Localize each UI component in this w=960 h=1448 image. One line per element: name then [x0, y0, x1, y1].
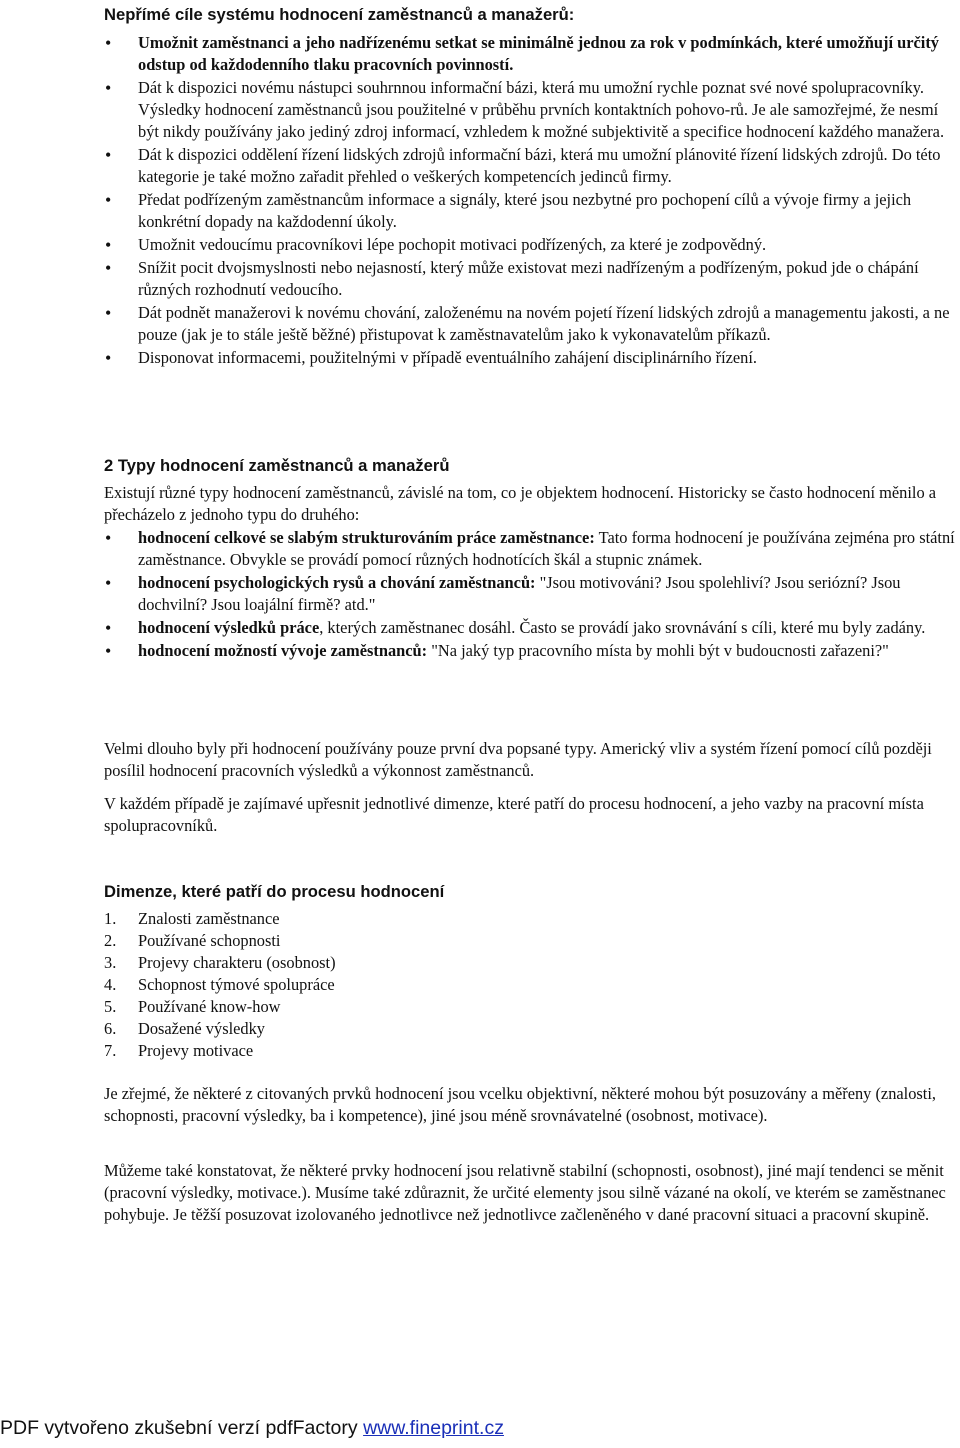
section2-paragraph-2: V každém případě je zajímavé upřesnit jednotlivé dimenze, které patří do procesu hodnocení, a jeho vazby na pracovní místa spolupracovníků. — [104, 794, 924, 835]
section1-heading: Nepřímé cíle systému hodnocení zaměstnanců a manažerů: — [104, 5, 575, 24]
list-item: • hodnocení možností vývoje zaměstnanců: "Na jaký typ pracovního místa by mohli být v budoucnosti zařazeni?" — [104, 640, 960, 662]
list-item: • Disponovat informacemi, použitelnými v případě eventuálního zahájení disciplinárního řízení. — [104, 347, 960, 369]
footer-text: PDF vytvořeno zkušební verzí pdfFactory — [0, 1417, 364, 1439]
list-item: 3. Projevy charakteru (osobnost) — [104, 953, 336, 972]
pdf-footer — [0, 1416, 960, 1440]
list-item: • Dát k dispozici oddělení řízení lidských zdrojů informační bázi, která mu umožní plánovité řízení lidských zdrojů. Do této kategorie je také možno zařadit přehled o veškerých kompetencích jedinců firmy. — [104, 144, 960, 188]
list-item: • Snížit pocit dvojsmyslnosti nebo nejasností, který může existovat mezi nadřízeným a podřízeným, pokud jde o chápání různých rozhodnutí vedoucího. — [104, 257, 960, 301]
list-item: 2. Používané schopnosti — [104, 931, 281, 950]
list-item: • hodnocení celkové se slabým strukturováním práce zaměstnance: Tato forma hodnocení je používána zejména pro státní zaměstnance. Obvykle se provádí pomocí různých hodnotících škál a stupnic známek. — [104, 527, 960, 571]
section2-heading: 2 Typy hodnocení zaměstnanců a manažerů — [104, 456, 450, 475]
list-item: 4. Schopnost týmové spolupráce — [104, 975, 335, 994]
list-item: • Dát k dispozici novému nástupci souhrnnou informační bázi, která mu umožní rychle poznat své nové spolupracovníky. Výsledky hodnocení zaměstnanců jsou použitelné v průběhu prvních kontaktních pohovo-rů. Je ale samozřejmé, že nesmí být nikdy používány jako jediný zdroj informací, vzhledem k možné subjektivitě a specifice hodnocení každého manažera. — [104, 77, 960, 143]
footer-link[interactable]: www.fineprint.cz — [363, 1417, 504, 1439]
list-item: • Předat podřízeným zaměstnancům informace a signály, které jsou nezbytné pro pochopení cílů a vývoje firmy a jejich konkrétní dopady na každodenní úkoly. — [104, 189, 960, 233]
list-item: 6. Dosažené výsledky — [104, 1019, 265, 1038]
list-item: • hodnocení výsledků práce, kterých zaměstnanec dosáhl. Často se provádí jako srovnávání s cíli, které mu byly zadány. — [104, 617, 960, 639]
list-item: 7. Projevy motivace — [104, 1041, 254, 1060]
list-item: • Dát podnět manažerovi k novému chování, založenému na novém pojetí řízení lidských zdrojů a managementu jakosti, a ne pouze (jak je to stále ještě běžné) přistupovat k zaměstnavatelům jako k vykonavatelům příkazů. — [104, 302, 960, 346]
section3-paragraph-2: Můžeme také konstatovat, že některé prvky hodnocení jsou relativně stabilní (schopnosti, osobnost), jiné mají tendenci se měnit (pracovní výsledky, motivace.). Musíme také zdůraznit, že určité elementy jsou silně vázané na okolí, ve kterém se zaměstnanec pohybuje. Je těžší posuzovat izolovaného jednotlivce než jednotlivce začleněného v dané pracovní situaci a pracovní skupině. — [104, 1161, 946, 1224]
list-item: 5. Používané know-how — [104, 997, 281, 1016]
section2-paragraph-1: Velmi dlouho byly při hodnocení používány pouze první dva popsané typy. Americký vliv a systém řízení pomocí cílů později posílil hodnocení pracovních výsledků a výkonnost zaměstnanců. — [104, 739, 932, 780]
types-list — [104, 527, 960, 662]
list-item: • Umožnit zaměstnanci a jeho nadřízenému setkat se minimálně jednou za rok v podmínkách, které umožňují určitý odstup od každodenního tlaku pracovních povinností. — [104, 32, 960, 76]
section2-intro: Existují různé typy hodnocení zaměstnanců, závislé na tom, co je objektem hodnocení. Historicky se často hodnocení měnilo a přecházelo z jednoho typu do druhého: — [104, 483, 937, 524]
dimensions-list — [104, 908, 960, 1062]
section3-heading: Dimenze, které patří do procesu hodnocení — [104, 882, 445, 901]
list-item: • hodnocení psychologických rysů a chování zaměstnanců: "Jsou motivováni? Jsou spolehliví? Jsou seriózní? Jsou dochvilní? Jsou loajální firmě? atd." — [104, 572, 960, 616]
list-item: 1. Znalosti zaměstnance — [104, 909, 280, 928]
section3-paragraph-1: Je zřejmé, že některé z citovaných prvků hodnocení jsou vcelku objektivní, některé mohou být posuzovány a měřeny (znalosti, schopnosti, pracovní výsledky, ba i kompetence), jiné jsou méně srovnávatelné (osobnost, motivace). — [104, 1084, 937, 1125]
list-item: • Umožnit vedoucímu pracovníkovi lépe pochopit motivaci podřízených, za které je zodpovědný. — [104, 234, 960, 256]
goals-list — [104, 32, 960, 369]
